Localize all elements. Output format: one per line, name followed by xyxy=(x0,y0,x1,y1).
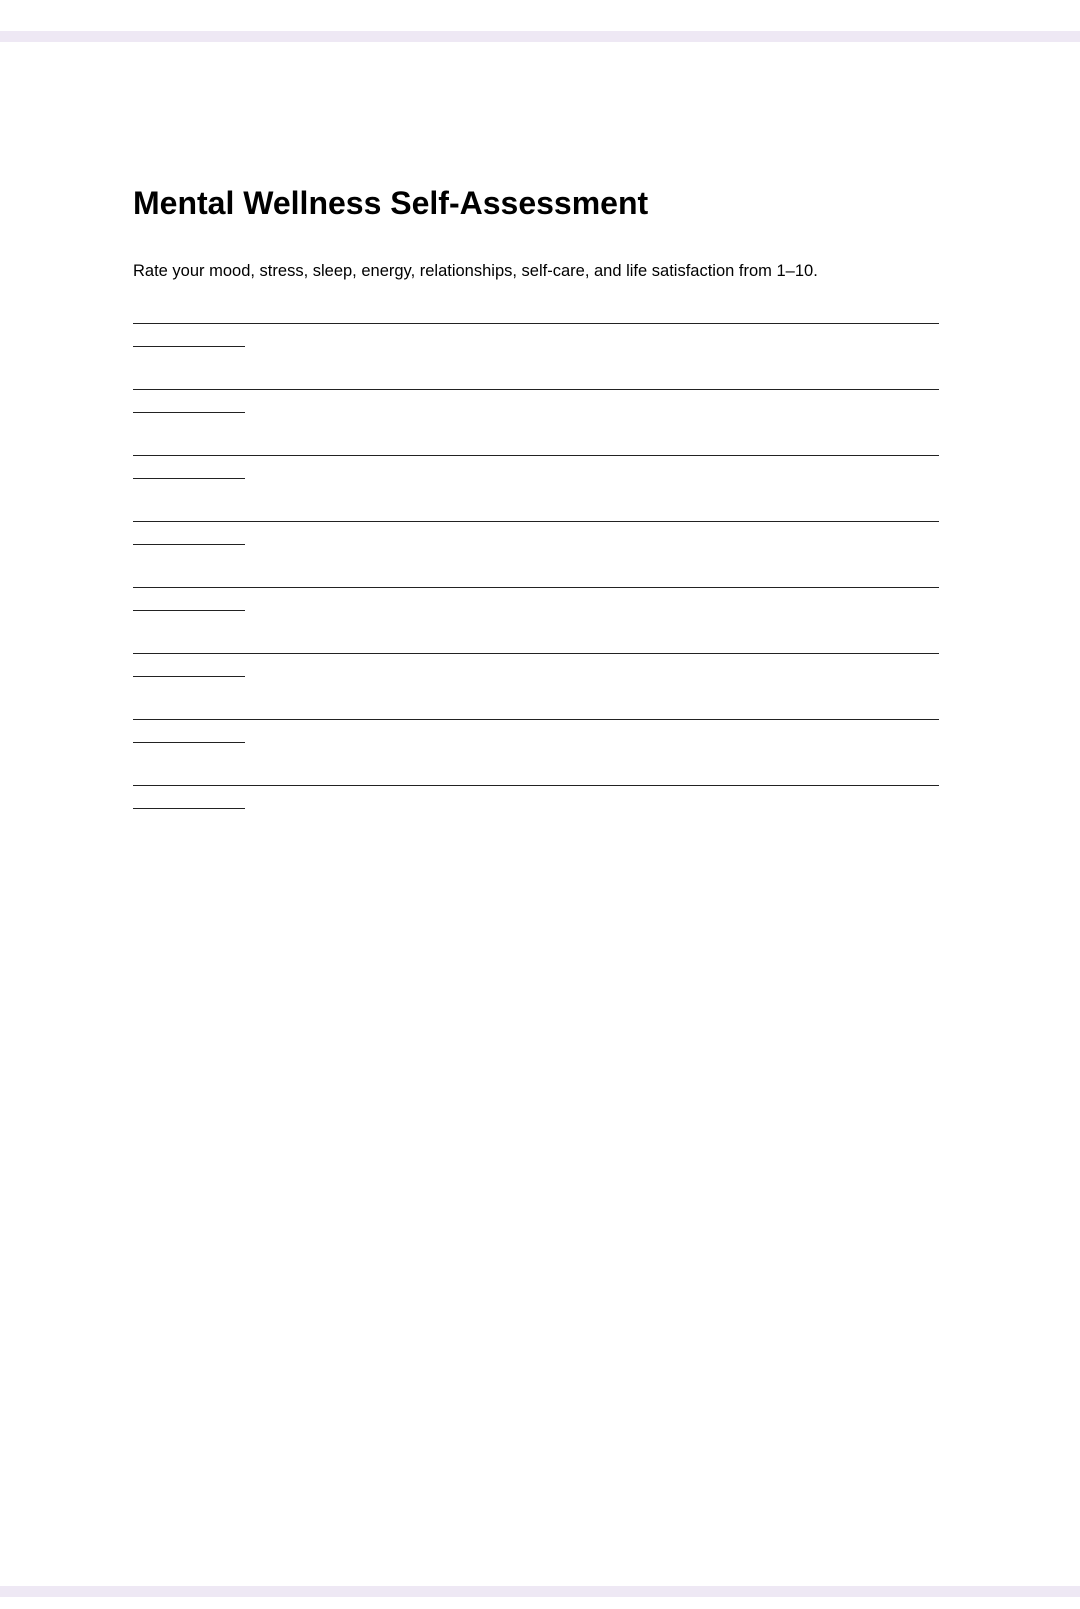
answer-rule-short xyxy=(133,808,245,809)
answer-line xyxy=(133,574,939,640)
answer-rule-short xyxy=(133,676,245,677)
answer-line xyxy=(133,442,939,508)
answer-line xyxy=(133,706,939,772)
viewer-bottom-band xyxy=(0,1586,1080,1597)
answer-line xyxy=(133,310,939,376)
answer-rule-long xyxy=(133,587,939,588)
instructions-text: Rate your mood, stress, sleep, energy, relationships, self-care, and life satisfaction from 1–10. xyxy=(133,262,818,280)
answer-rule-long xyxy=(133,323,939,324)
answer-rule-long xyxy=(133,785,939,786)
answer-rule-short xyxy=(133,478,245,479)
answer-lines xyxy=(133,310,939,838)
answer-rule-short xyxy=(133,412,245,413)
answer-line xyxy=(133,640,939,706)
page-title: Mental Wellness Self-Assessment xyxy=(133,185,649,221)
answer-rule-long xyxy=(133,653,939,654)
answer-line xyxy=(133,772,939,838)
answer-rule-long xyxy=(133,389,939,390)
answer-rule-long xyxy=(133,521,939,522)
answer-line xyxy=(133,376,939,442)
answer-rule-short xyxy=(133,742,245,743)
viewer-top-band xyxy=(0,31,1080,42)
answer-rule-long xyxy=(133,455,939,456)
answer-line xyxy=(133,508,939,574)
answer-rule-long xyxy=(133,719,939,720)
answer-rule-short xyxy=(133,346,245,347)
answer-rule-short xyxy=(133,610,245,611)
answer-rule-short xyxy=(133,544,245,545)
document-page xyxy=(0,42,1080,1586)
page-content xyxy=(133,184,939,838)
